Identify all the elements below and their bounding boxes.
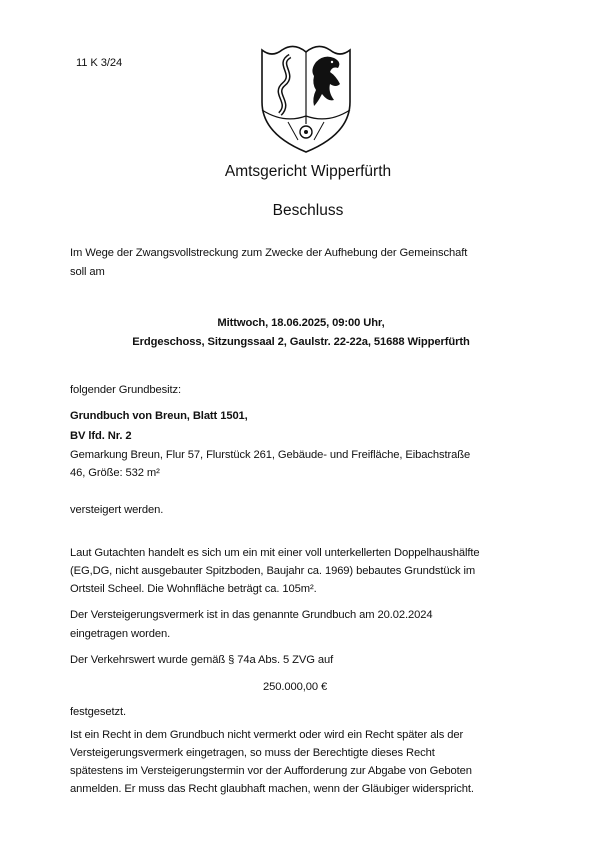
appraisal-line-2: (EG,DG, nicht ausgebauter Spitzboden, Baujahr ca. 1969) bebautes Grundstück im	[70, 565, 476, 577]
market-value: 250.000,00 €	[263, 681, 328, 693]
court-name: Amtsgericht Wipperfürth	[224, 163, 392, 180]
document-title: Beschluss	[272, 202, 344, 219]
rights-line-3: spätestens im Versteigerungstermin vor der Aufforderung zur Abgabe von Geboten	[70, 765, 472, 777]
registration-line-1: Der Versteigerungsvermerk ist in das genannte Grundbuch am 20.02.2024	[70, 609, 433, 621]
intro-line-1: Im Wege der Zwangsvollstreckung zum Zwecke der Aufhebung der Gemeinschaft	[70, 247, 468, 259]
auction-sentence: versteigert werden.	[70, 504, 164, 516]
bv-number: BV lfd. Nr. 2	[70, 430, 132, 442]
property-label: folgender Grundbesitz:	[70, 384, 181, 396]
intro-line-2: soll am	[70, 266, 105, 278]
property-desc-line-2: 46, Größe: 532 m²	[70, 467, 160, 479]
fixed-sentence: festgesetzt.	[70, 706, 127, 718]
land-register: Grundbuch von Breun, Blatt 1501,	[70, 410, 248, 422]
registration-line-2: eingetragen worden.	[70, 628, 171, 640]
appointment-location: Erdgeschoss, Sitzungssaal 2, Gaulstr. 22-22a, 51688 Wipperfürth	[132, 336, 470, 348]
rights-line-2: Versteigerungsvermerk eingetragen, so muss der Berechtigte dieses Recht	[70, 747, 435, 759]
market-value-intro: Der Verkehrswert wurde gemäß § 74a Abs. 5 ZVG auf	[70, 654, 334, 666]
rights-line-1: Ist ein Recht in dem Grundbuch nicht vermerkt oder wird ein Recht später als der	[70, 729, 464, 741]
file-number: 11 K 3/24	[76, 57, 123, 69]
rights-line-4: anmelden. Er muss das Recht glaubhaft machen, wenn der Gläubiger widerspricht.	[70, 783, 474, 795]
property-desc-line-1: Gemarkung Breun, Flur 57, Flurstück 261, Gebäude- und Freifläche, Eibachstraße	[70, 449, 471, 461]
appointment-date: Mittwoch, 18.06.2025, 09:00 Uhr,	[217, 317, 385, 329]
coat-of-arms-icon	[258, 44, 354, 154]
appraisal-line-1: Laut Gutachten handelt es sich um ein mit einer voll unterkellerten Doppelhaushälfte	[70, 547, 480, 559]
appraisal-line-3: Ortsteil Scheel. Die Wohnfläche beträgt ca. 105m².	[70, 583, 317, 595]
